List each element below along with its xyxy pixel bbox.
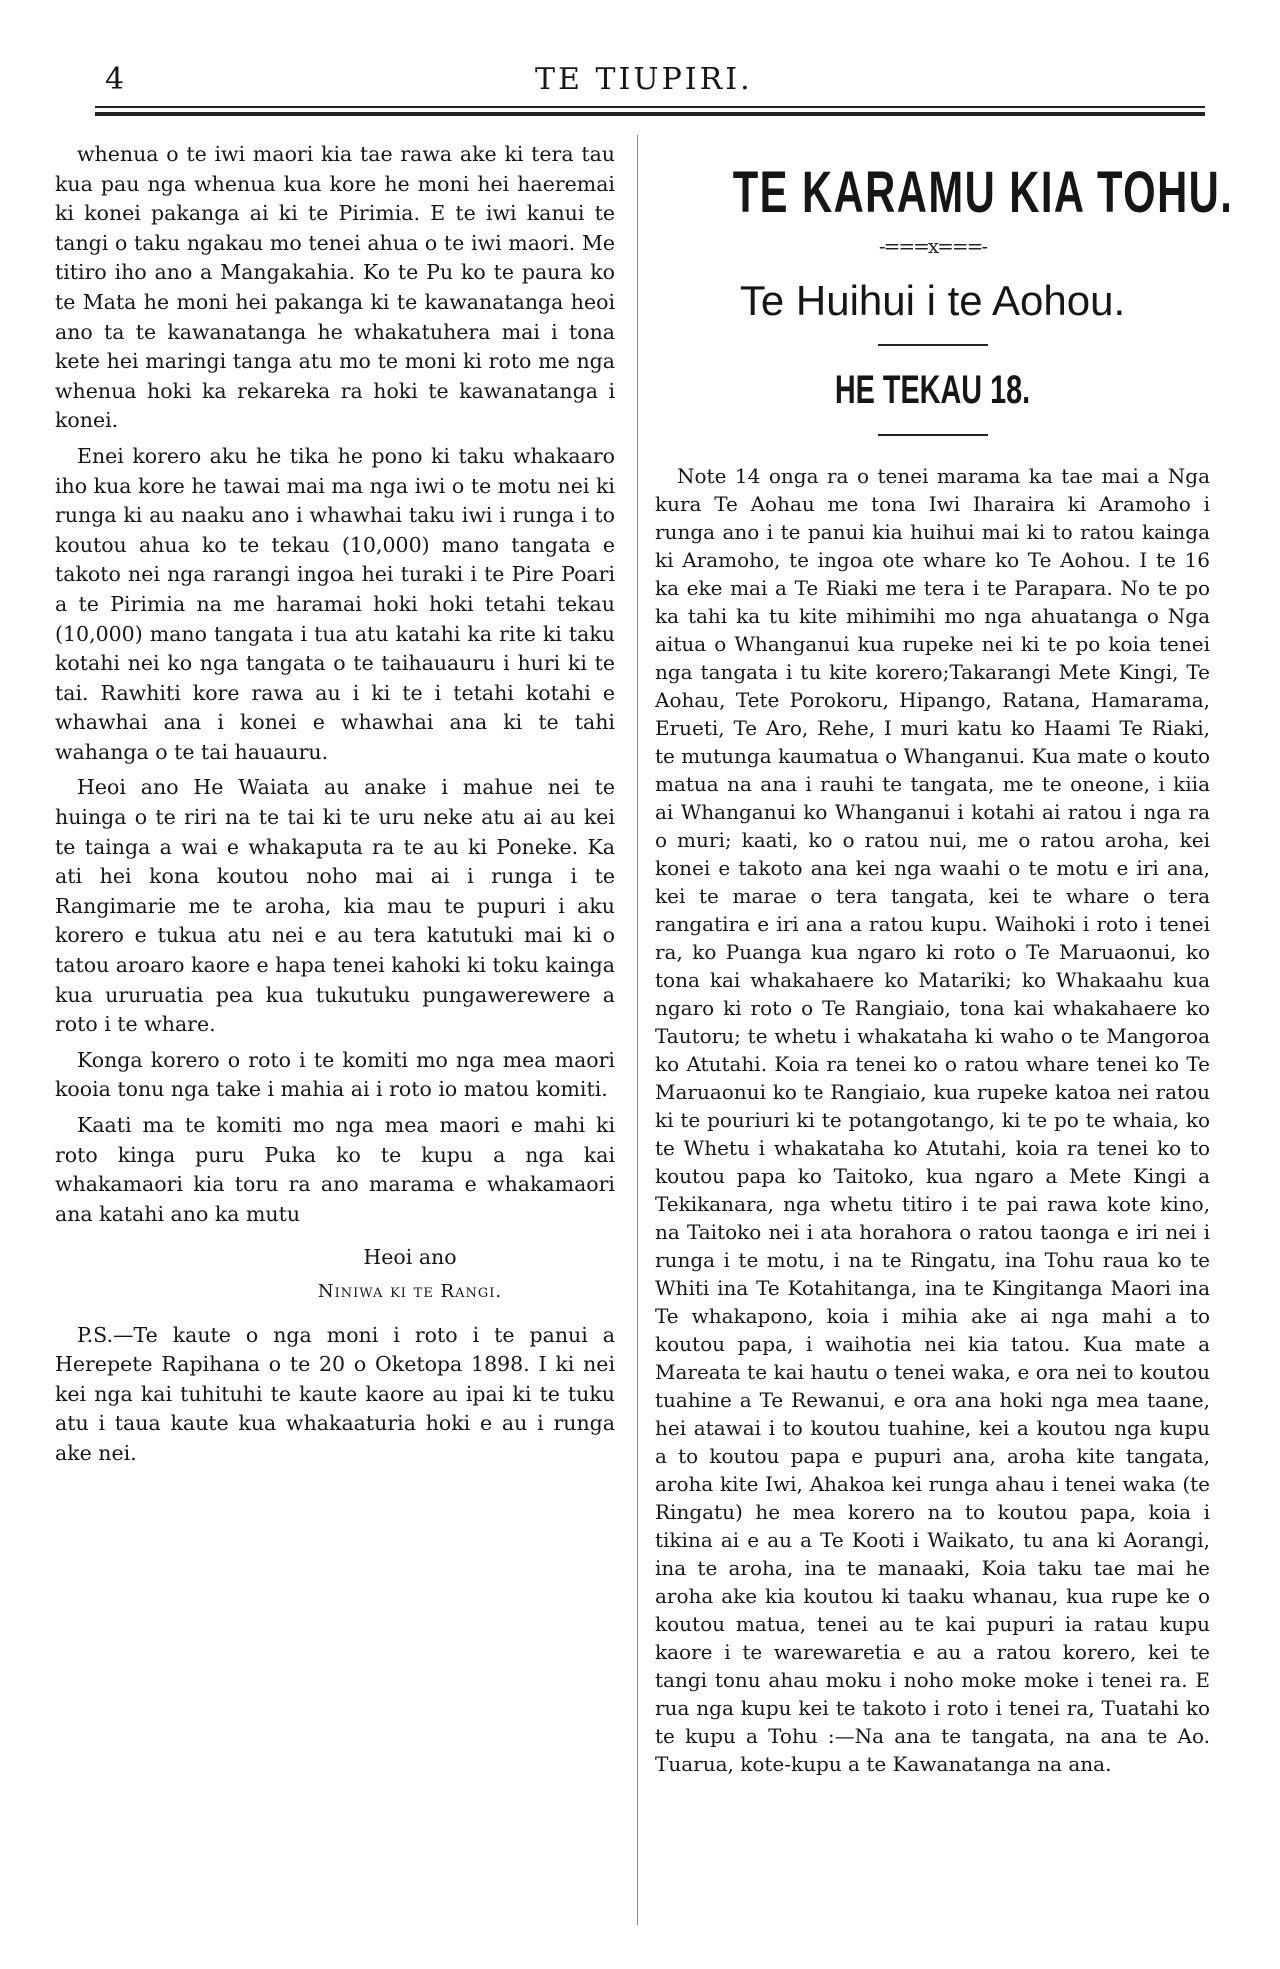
paragraph: whenua o te iwi maori kia tae rawa ake ki tera tau kua pau nga whenua kua kore he moni hei haeremai ki konei pakanga ai ki te Pirimia. E te iwi kanui te tangi o taku ngakau mo tenei ahua o te iwi maori. Me titiro iho ano a Mangakahia. Ko te Pu ko te paura ko te Mata he moni hei pakanga ki te kawanatanga heoi ano ta te kawanatanga he whakatuhera mai i tona kete hei maringi tanga atu mo te moni ki roto me nga whenua hoki ka rekareka ra hoki te kawanatanga i konei. — [55, 142, 615, 433]
right-column — [655, 140, 1234, 1778]
paragraph: Enei korero aku he tika he pono ki taku whakaaro iho kua kore he tawai mai ma nga iwi o te motu nei ki runga ki au naaku ano i whawhai taku iwi i runga i to koutou ahua ko te tekau (10,000) mano tangata e takoto nei nga rarangi ingoa hei turaki i te Pire Poari a te Pirimia na me haramai hoki hoki tetahi tekau (10,000) mano tangata i tua atu katahi ka rite ki taku kotahi nei ko nga tangata o te taihauauru i huri ki te tai. Rawhiti kore rawa au i ki te i tetahi kotahi e whawhai ana i konei e whawhai ana ki te tahi wahanga o te tai hauauru. — [55, 443, 615, 764]
letter-closing: Heoi ano — [363, 1245, 457, 1270]
page-header — [95, 40, 1205, 110]
ornament-divider: -===x===- — [878, 234, 987, 258]
header-rule-thin — [95, 106, 1205, 108]
section-subtitle: Te Huihui i te Aohou. — [739, 277, 1126, 324]
section-title: TE KARAMU KIA TOHU. — [732, 160, 1234, 225]
newspaper-title: TE TIUPIRI. — [535, 62, 753, 97]
paragraph: Kaati ma te komiti mo nga mea maori e mahi ki roto kinga puru Puka ko te kupu a nga kai whakamaori kia toru ra ano marama e whakamaori ana katahi ano ka mutu — [55, 1113, 615, 1226]
column-divider — [637, 135, 638, 1925]
header-rule-thick — [95, 112, 1205, 116]
left-column — [55, 140, 615, 1475]
paragraph: Konga korero o roto i te komiti mo nga mea maori kooia tonu nga take i mahia ai i roto io matou komiti. — [55, 1047, 615, 1102]
postscript: P.S.—Te kaute o nga moni i roto i te panui a Herepete Rapihana o te 20 o Oketopa 1898. I ki nei kei nga kai tuhituhi te kaute kaore au ipai ki te tuku atu i taua kaute kua whakaaturia hoki e au i runga ake nei. — [55, 1322, 615, 1465]
issue-label: HE TEKAU 18. — [834, 368, 1031, 412]
paragraph: Heoi ano He Waiata au anake i mahue nei te huinga o te riri na te tai ki te uru neke atu ai au kei te tainga a wai e whakaputa ra te au ki Poneke. Ka ati hei kona koutou noho mai ai i runga i te Rangimarie me te aroha, kia mau te pupuri i aku korero e tukua atu nei e au tera katutuki mai ki o tatou aroaro kaore e hapa tenei kahoki ki toku kainga kua ururuatia pea kua tukutuku pungawerewere a roto i te whare. — [55, 775, 615, 1037]
short-rule — [878, 344, 988, 346]
short-rule — [878, 434, 988, 436]
article-body: Note 14 onga ra o tenei marama ka tae mai a Nga kura Te Aohau me tona Iwi Iharaira ki Aramoho i runga ano i te panui kia huihui mai ki to ratou kainga ki Aramoho, te ingoa ote whare ko Te Aohou. I te 16 ka eke mai a Te Riaki me tera i te Parapara. No te po ka tahi ka tu kite mihimihi mo nga ahuatanga o Nga aitua o Whanganui kua rupeke nei ki te po koia tenei nga tangata i tu kite korero;Takarangi Mete Kingi, Te Aohau, Tete Porokoru, Hipango, Ratana, Hamarama, Erueti, Te Aro, Rehe, I muri katu ko Haami Te Riaki, te mutunga kaumatua o Whanganui. Kua mate o kouto matua na ana i rauhi te tangata, me te oneone, i kiia ai Whanganui ko Whanganui i kotahi ai ratou i nga ra o muri; kaati, ko o ratou nui, me o ratou aroha, kei konei e takoto ana kei nga waahi o te motu e iri ana, kei te marae o tera tangata, kei te whare o tera rangatira e iri ana a ratou kupu. Waihoki i roto i tenei ra, ko Puanga kua ngaro ki roto o Te Maruaonui, ko tona kai whakahaere ko Matariki; ko Whakaahu kua ngaro ki roto o Te Rangiaio, tona kai whakahaere ko Tautoru; te whetu i whakataha ki waho o te Mangoroa ko Atutahi. Koia ra tenei ko o ratou whare tenei ko Te Maruaonui ko te Rangiaio, kua rupeke katoa nei ratou ki te pouriuri ki te potangotango, ki te po te whaia, ko te Whetu i whakataha ko Atutahi, koia ra tenei ko to koutou papa ko Taitoko, kua ngaro a Mete Kingi a Tekikanara, nga whetu titiro i te pai rawa kote kino, na Taitoko nei i ata horahora o ratou taonga e iri nei i runga i te motu, i na te Ringatu, ina Tohu raua ko te Whiti ina Te Kotahitanga, ina te Kingitanga Maori ina Te whakapono, koia i mihia ake ai nga mahi a to koutou papa, i waihotia nei kia tatou. Kua mate a Mareata te kai hautu o tenei waka, e ora nei to koutou tuahine a Te Rewanui, e ora ana hoki nga mea taane, hei atawai i to koutou tuahine, kei a koutou nga kupu a to koutou papa e pupuri ana, aroha kite tangata, aroha kite Iwi, Ahakoa kei runga ahau i tenei waka (te Ringatu) he mea korero na to koutou papa, koia i tikina ai e au a Te Kooti i Waikato, tu ana ki Aorangi, ina te aroha, ina te manaaki, Koia taku tae mai he aroha ake kia koutou ki taaku whanau, kua rupe ke o koutou matua, tenei au te kai pupuri ia ratau kupu kaore i te warewaretia e au a ratou korero, kei te tangi tonu ahau moku i noho moke moke i tenei ra. E rua nga kupu kei te takoto i roto i tenei ra, Tuatahi ko te kupu a Tohu :—Na ana te tangata, na ana te Ao. Tuarua, kote-kupu a te Kawanatanga na ana. — [655, 464, 1210, 1776]
letter-signature: Niniwa ki te Rangi. — [317, 1280, 503, 1302]
page-number: 4 — [105, 62, 125, 97]
